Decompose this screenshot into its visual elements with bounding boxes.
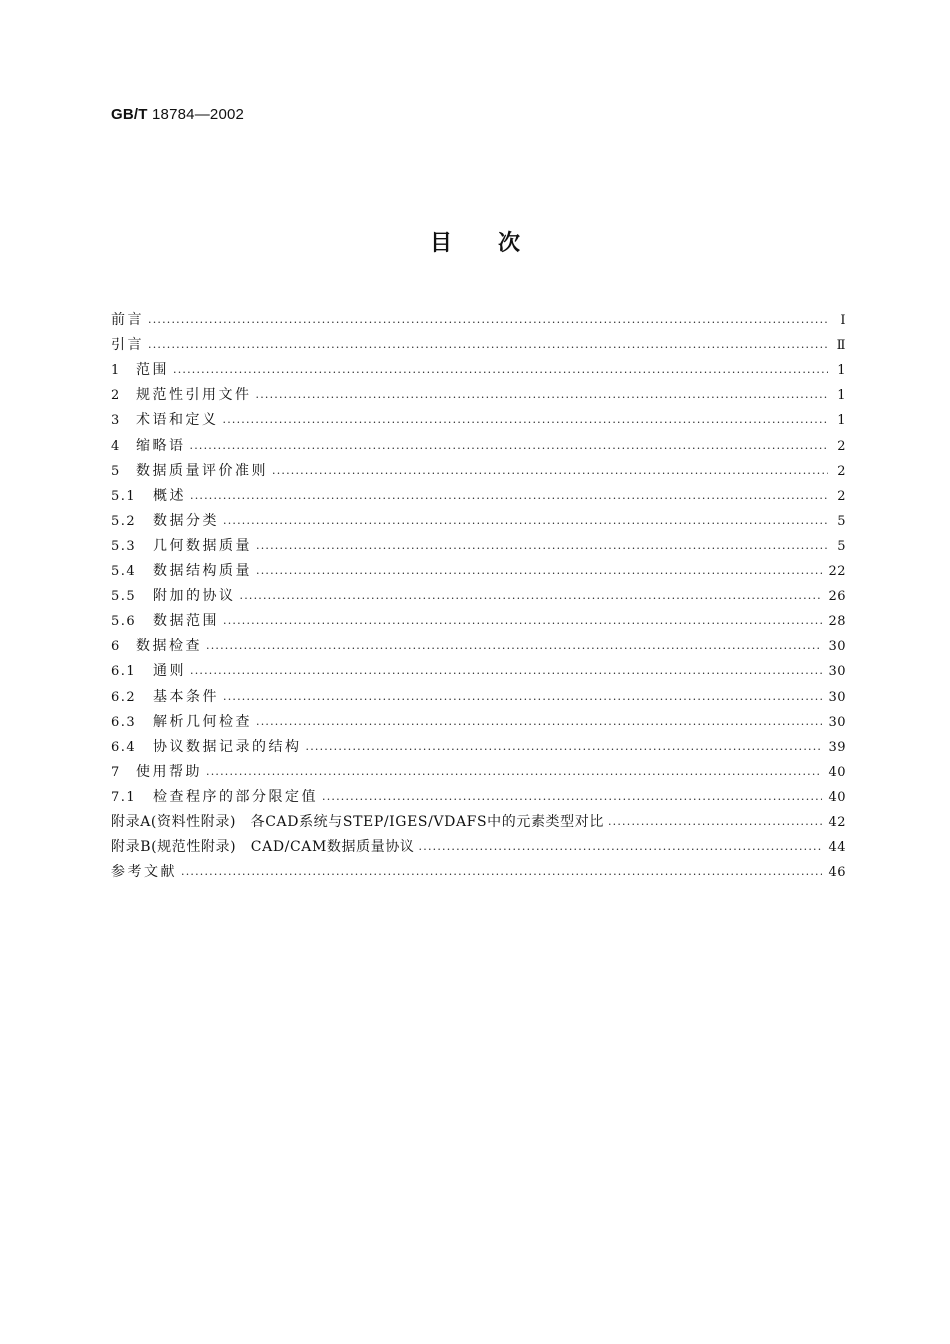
toc-dot-leader <box>256 714 822 735</box>
toc-dot-leader <box>148 312 828 333</box>
toc-entry-page: 26 <box>828 589 846 605</box>
toc-dot-leader <box>148 337 828 358</box>
toc-dot-leader <box>206 764 822 785</box>
toc-entry-number: 5.5 <box>111 589 137 605</box>
toc-entry-label: 概述 <box>153 487 186 504</box>
toc-entry-page: 30 <box>828 639 846 655</box>
toc-entry-label: 规范性引用文件 <box>136 387 252 404</box>
toc-entry-number: 6.2 <box>111 689 137 705</box>
toc-dot-leader <box>272 463 828 484</box>
toc-dot-leader <box>256 538 828 559</box>
toc-entry-number: 5.1 <box>111 488 137 504</box>
toc-dot-leader <box>240 588 823 609</box>
toc-dot-leader <box>306 739 823 760</box>
toc-entry-page: 30 <box>828 664 846 680</box>
toc-entry-page: 30 <box>828 689 846 705</box>
toc-dot-leader <box>256 563 822 584</box>
toc-entry-label: 基本条件 <box>153 688 219 705</box>
toc-entry-label: 数据结构质量 <box>153 563 252 580</box>
toc-entry-label: 解析几何检查 <box>153 713 252 730</box>
toc-entry-number: 5.3 <box>111 538 137 554</box>
toc-entry[interactable] <box>111 408 846 433</box>
toc-entry-page: 5 <box>837 513 846 529</box>
toc-entry[interactable] <box>111 684 846 709</box>
toc-entry-number: 1 <box>111 363 121 379</box>
toc-dot-leader <box>256 387 829 408</box>
toc-entry[interactable] <box>111 609 846 634</box>
toc-entry[interactable] <box>111 835 846 860</box>
toc-entry-page: 2 <box>837 438 846 454</box>
toc-entry-page: 2 <box>837 463 846 479</box>
toc-entry[interactable] <box>111 484 846 509</box>
toc-entry-label: 前言 <box>111 312 144 329</box>
toc-entry-page: 1 <box>837 363 846 379</box>
toc-dot-leader <box>190 663 822 684</box>
toc-dot-leader <box>419 839 823 860</box>
toc-entry-label: 参考文献 <box>111 864 177 881</box>
toc-dot-leader <box>322 789 822 810</box>
toc-entry-page: Ⅰ <box>840 313 846 329</box>
toc-entry-number: 5 <box>111 463 121 479</box>
toc-entry-page: 2 <box>837 488 846 504</box>
toc-entry-page: 5 <box>837 538 846 554</box>
toc-entry[interactable] <box>111 659 846 684</box>
toc-entry-label: 检查程序的部分限定值 <box>153 788 318 805</box>
toc-entry-number: 3 <box>111 413 121 429</box>
toc-entry-label: 附录A(资料性附录) 各CAD系统与STEP/IGES/VDAFS中的元素类型对比 <box>111 813 604 830</box>
toc-entry-label: 数据分类 <box>153 512 219 529</box>
toc-entry-number: 7 <box>111 764 121 780</box>
toc-entry-page: 44 <box>828 840 846 856</box>
toc-entry[interactable] <box>111 534 846 559</box>
toc-entry[interactable] <box>111 559 846 584</box>
toc-entry-page: 28 <box>828 614 846 630</box>
toc-dot-leader <box>190 438 829 459</box>
toc-entry-number: 5.2 <box>111 513 137 529</box>
toc-entry[interactable] <box>111 710 846 735</box>
toc-entry-label: 范围 <box>136 362 169 379</box>
toc-entry[interactable] <box>111 735 846 760</box>
toc-entry[interactable] <box>111 584 846 609</box>
toc-entry-number: 4 <box>111 438 121 454</box>
toc-dot-leader <box>223 689 822 710</box>
toc-dot-leader <box>190 488 828 509</box>
toc-entry[interactable] <box>111 383 846 408</box>
toc-entry[interactable] <box>111 860 846 885</box>
toc-dot-leader <box>181 864 822 885</box>
toc-entry[interactable] <box>111 433 846 458</box>
toc-entry-page: Ⅱ <box>836 338 846 354</box>
toc-entry[interactable] <box>111 308 846 333</box>
toc-entry-page: 30 <box>828 714 846 730</box>
toc-entry-label: 术语和定义 <box>136 412 219 429</box>
toc-entry-label: 数据检查 <box>136 638 202 655</box>
toc-entry[interactable] <box>111 760 846 785</box>
toc-entry-page: 46 <box>828 865 846 881</box>
toc-entry-label: 缩略语 <box>136 437 186 454</box>
toc-entry-label: 附加的协议 <box>153 588 236 605</box>
toc-entry-label: 数据质量评价准则 <box>136 462 268 479</box>
toc-entry-label: 几何数据质量 <box>153 537 252 554</box>
toc-entry-label: 通则 <box>153 663 186 680</box>
toc-title: 目次 <box>429 231 566 256</box>
toc-dot-leader <box>206 638 822 659</box>
toc-entry-page: 1 <box>837 388 846 404</box>
toc-entry-page: 1 <box>837 413 846 429</box>
toc-entry-page: 22 <box>828 564 846 580</box>
table-of-contents <box>111 308 846 885</box>
toc-dot-leader <box>223 513 828 534</box>
toc-dot-leader <box>223 613 822 634</box>
toc-entry-page: 40 <box>828 789 846 805</box>
toc-entry-label: 数据范围 <box>153 613 219 630</box>
toc-entry-number: 2 <box>111 388 121 404</box>
toc-entry[interactable] <box>111 509 846 534</box>
toc-entry-page: 42 <box>828 814 846 830</box>
toc-entry-number: 6 <box>111 639 121 655</box>
toc-entry-page: 39 <box>828 739 846 755</box>
toc-entry-label: 协议数据记录的结构 <box>153 738 302 755</box>
toc-entry[interactable] <box>111 634 846 659</box>
toc-entry-number: 6.4 <box>111 739 137 755</box>
toc-entry-page: 40 <box>828 764 846 780</box>
toc-entry-number: 6.3 <box>111 714 137 730</box>
toc-dot-leader <box>608 814 822 835</box>
standard-code: GB/T <box>111 106 148 123</box>
toc-entry[interactable] <box>111 333 846 358</box>
toc-entry-number: 6.1 <box>111 664 137 680</box>
toc-entry-label: 附录B(规范性附录) CAD/CAM数据质量协议 <box>111 839 415 856</box>
toc-entry-number: 5.4 <box>111 564 137 580</box>
standard-number: 18784—2002 <box>152 106 245 123</box>
toc-entry-label: 引言 <box>111 337 144 354</box>
toc-entry[interactable] <box>111 810 846 835</box>
toc-dot-leader <box>223 412 829 433</box>
toc-entry[interactable] <box>111 459 846 484</box>
toc-entry-number: 5.6 <box>111 614 137 630</box>
toc-entry-number: 7.1 <box>111 789 137 805</box>
toc-dot-leader <box>173 362 828 383</box>
toc-entry[interactable] <box>111 358 846 383</box>
toc-entry-label: 使用帮助 <box>136 763 202 780</box>
standard-header <box>111 106 244 123</box>
toc-entry[interactable] <box>111 785 846 810</box>
